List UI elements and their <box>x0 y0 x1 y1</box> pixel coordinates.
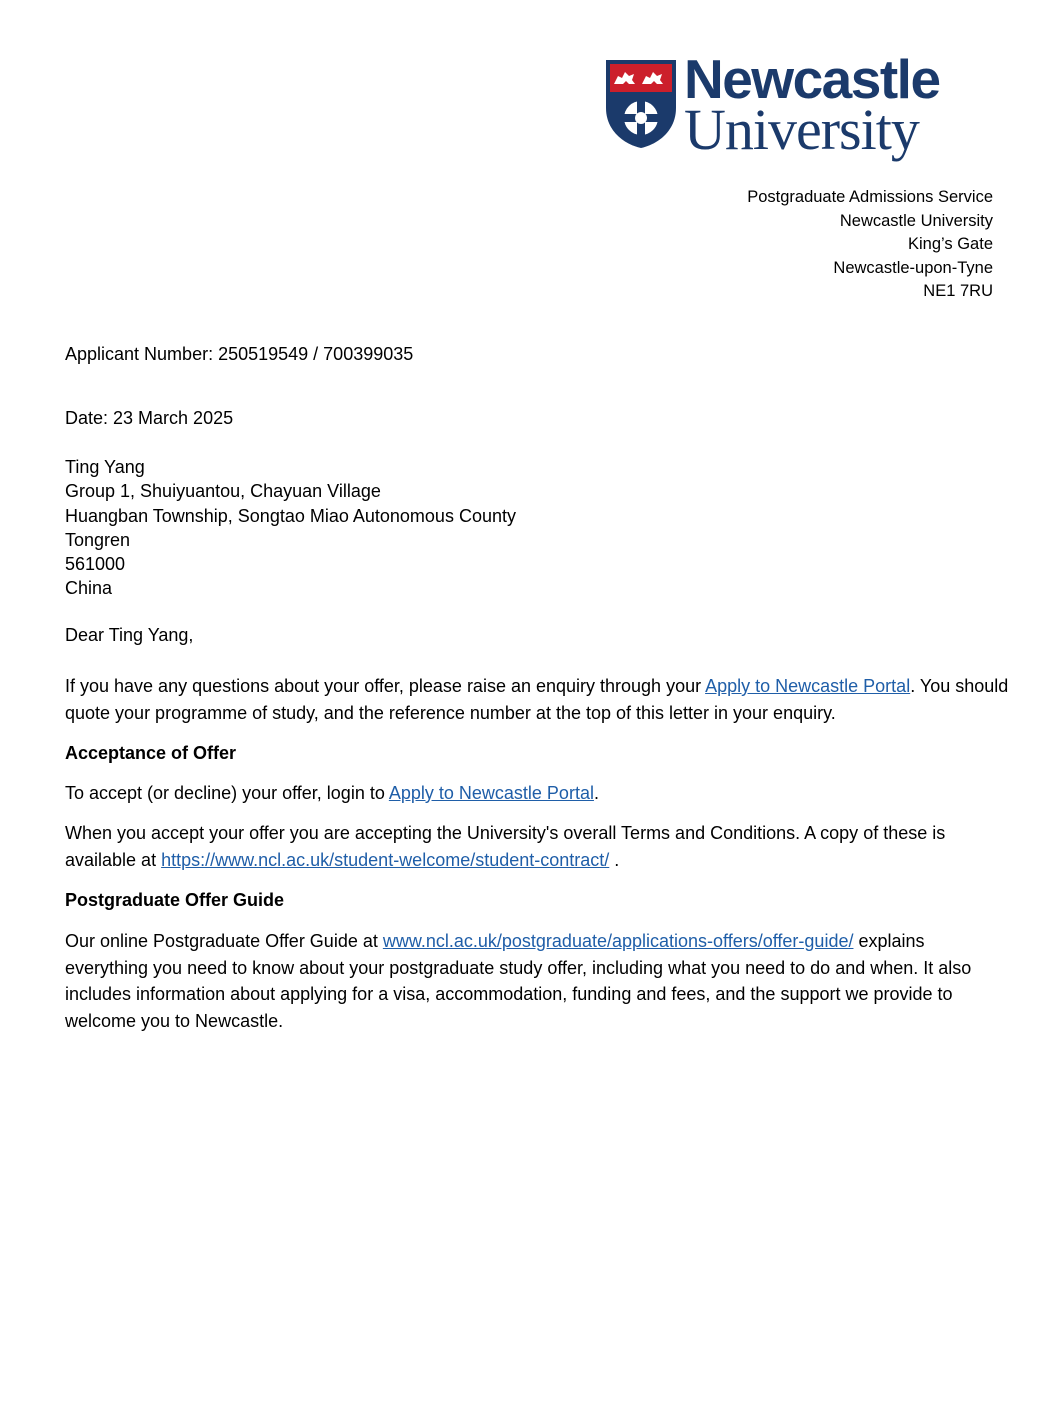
recipient-line: Ting Yang <box>65 457 145 477</box>
apply-portal-link[interactable]: Apply to Newcastle Portal <box>705 676 911 696</box>
paragraph-text: . You should quote your programme of study, and the reference number at the top of this letter in your enquiry. <box>65 676 1009 723</box>
letter-date: Date: 23 March 2025 <box>65 408 234 428</box>
recipient-line: Huangban Township, Songtao Miao Autonomous County <box>65 505 516 526</box>
sender-address <box>747 186 993 304</box>
apply-portal-link[interactable]: Apply to Newcastle Portal <box>388 783 594 803</box>
offer-guide-link[interactable]: www.ncl.ac.uk/postgraduate/applications-offers/offer-guide/ <box>382 931 854 951</box>
paragraph-text: When you accept your offer you are accepting the University's overall Terms and Conditions. A copy of these is available at <box>65 823 946 870</box>
accept-paragraph <box>65 780 1010 807</box>
recipient-line: 561000 <box>65 554 126 575</box>
paragraph-text: If you have any questions about your offer, please raise an enquiry through your <box>65 676 706 696</box>
sender-line: Postgraduate Admissions Service <box>747 188 993 206</box>
recipient-address <box>65 455 516 601</box>
acceptance-heading: Acceptance of Offer <box>65 743 237 763</box>
paragraph-text: explains everything you need to know about your postgraduate study offer, including what you need to do and when. It also includes information about applying for a visa, accommodation, funding and fees, and the support we provide to welcome you to Newcastle. <box>65 931 972 1031</box>
sender-line: Newcastle-upon-Tyne <box>833 258 993 277</box>
university-wordmark <box>684 48 940 162</box>
offer-guide-paragraph <box>65 928 1010 1034</box>
wordmark-newcastle: Newcastle <box>684 48 940 110</box>
paragraph-text: . <box>593 783 599 803</box>
offer-guide-heading: Postgraduate Offer Guide <box>65 890 285 910</box>
recipient-line: China <box>65 578 113 599</box>
sender-line: NE1 7RU <box>923 282 993 301</box>
sender-line: King’s Gate <box>908 235 993 254</box>
university-crest-icon <box>604 58 678 150</box>
student-contract-link[interactable]: https://www.ncl.ac.uk/student-welcome/student-contract/ <box>161 849 610 870</box>
sender-line: Newcastle University <box>839 211 993 230</box>
paragraph-text: Our online Postgraduate Offer Guide at <box>65 931 383 951</box>
recipient-line: Tongren <box>65 529 131 550</box>
recipient-line: Group 1, Shuiyuantou, Chayuan Village <box>65 481 381 502</box>
paragraph-text: To accept (or decline) your offer, login to <box>65 783 389 803</box>
applicant-number: Applicant Number: 250519549 / 700399035 <box>65 344 414 364</box>
paragraph-text: . <box>609 849 620 870</box>
salutation: Dear Ting Yang, <box>65 625 194 645</box>
enquiry-paragraph <box>65 673 1010 726</box>
terms-paragraph <box>65 820 1010 873</box>
university-logo <box>604 48 954 162</box>
wordmark-university: University <box>684 97 919 162</box>
